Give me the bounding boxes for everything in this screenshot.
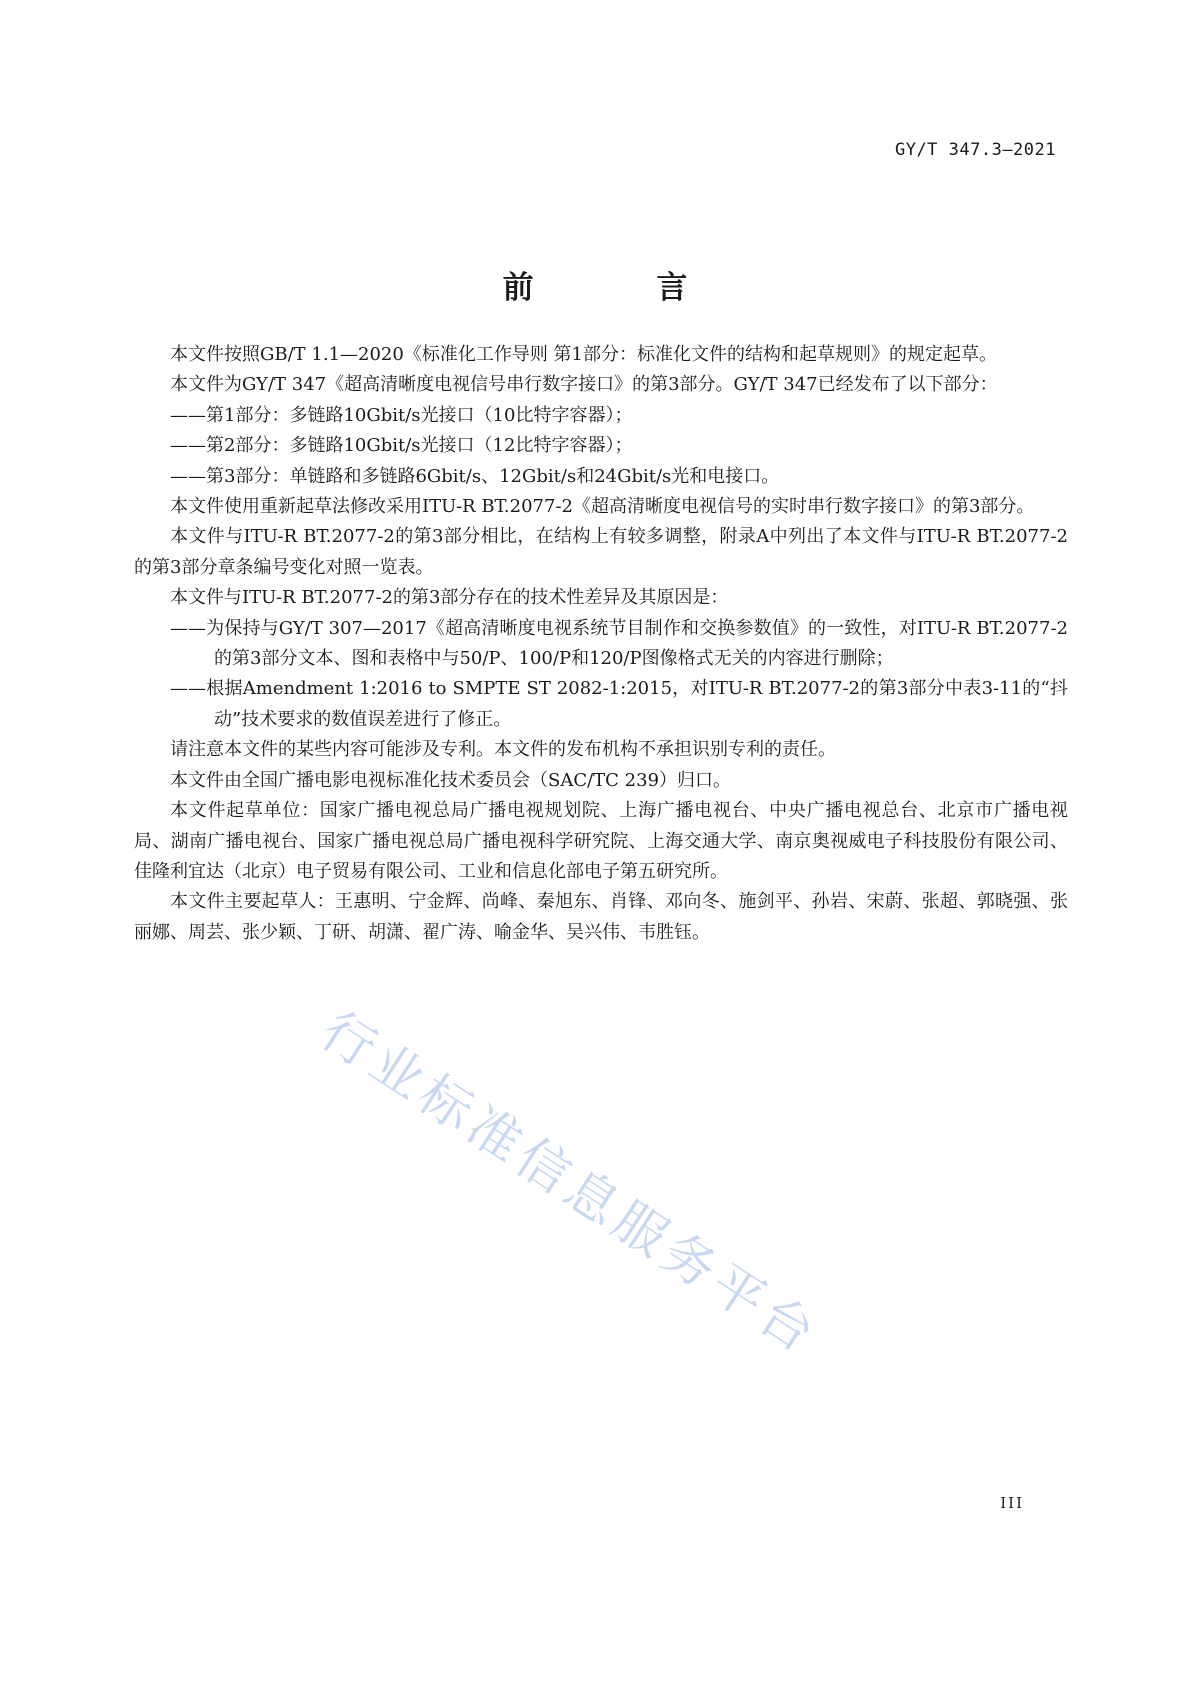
paragraph: 本文件起草单位：国家广播电视总局广播电视规划院、上海广播电视台、中央广播电视总台、北京市广播电视局、湖南广播电视台、国家广播电视总局广播电视科学研究院、上海交通大学、南京奥视威电子科技股份有限公司、佳隆利宜达（北京）电子贸易有限公司、工业和信息化部电子第五研究所。 [134,800,1068,882]
paragraph: 本文件与ITU-R BT.2077-2的第3部分相比，在结构上有较多调整，附录A中列出了本文件与ITU-R BT.2077-2的第3部分章条编号变化对照一览表。 [134,526,1068,578]
list-item: ——第3部分：单链路和多链路6Gbit/s、12Gbit/s和24Gbit/s光和电接口。 [170,465,780,487]
paragraph: 本文件按照GB/T 1.1—2020《标准化工作导则 第1部分：标准化文件的结构和起草规则》的规定起草。 [170,344,998,365]
paragraph: 本文件主要起草人：王惠明、宁金辉、尚峰、秦旭东、肖锋、邓向冬、施剑平、孙岩、宋蔚、张超、郭晓强、张丽娜、周芸、张少颖、丁研、胡潇、翟广涛、喻金华、吴兴伟、韦胜钰。 [134,891,1068,943]
standard-code: GY/T 347.3—2021 [894,140,1056,160]
list-item: ——根据Amendment 1:2016 to SMPTE ST 2082-1:2015，对ITU-R BT.2077-2的第3部分中表3-11的“抖动”技术要求的数值误差进行了修正。 [170,678,1068,730]
paragraph: 本文件为GY/T 347《超高清晰度电视信号串行数字接口》的第3部分。GY/T 347已经发布了以下部分： [170,374,998,396]
paragraph: 本文件使用重新起草法修改采用ITU-R BT.2077-2《超高清晰度电视信号的实时串行数字接口》的第3部分。 [170,496,1035,518]
page-title: 前 言 [502,270,744,306]
paragraph: 本文件由全国广播电影电视标准化技术委员会（SAC/TC 239）归口。 [170,769,732,791]
paragraph: 请注意本文件的某些内容可能涉及专利。本文件的发布机构不承担识别专利的责任。 [170,739,836,761]
list-item: ——为保持与GY/T 307—2017《超高清晰度电视系统节目制作和交换参数值》的一致性，对ITU-R BT.2077-2的第3部分文本、图和表格中与50/P、100/P和120/P图像格式无关的内容进行删除； [170,617,1068,670]
paragraph: 本文件与ITU-R BT.2077-2的第3部分存在的技术性差异及其原因是： [170,587,729,609]
page-number: III [1000,1494,1024,1512]
list-item: ——第2部分：多链路10Gbit/s光接口（12比特字容器）； [170,435,633,457]
foreword-body [134,340,1068,948]
list-item: ——第1部分：多链路10Gbit/s光接口（10比特字容器）； [170,404,633,426]
watermark: 行业标准信息服务平台 [310,1000,830,1368]
